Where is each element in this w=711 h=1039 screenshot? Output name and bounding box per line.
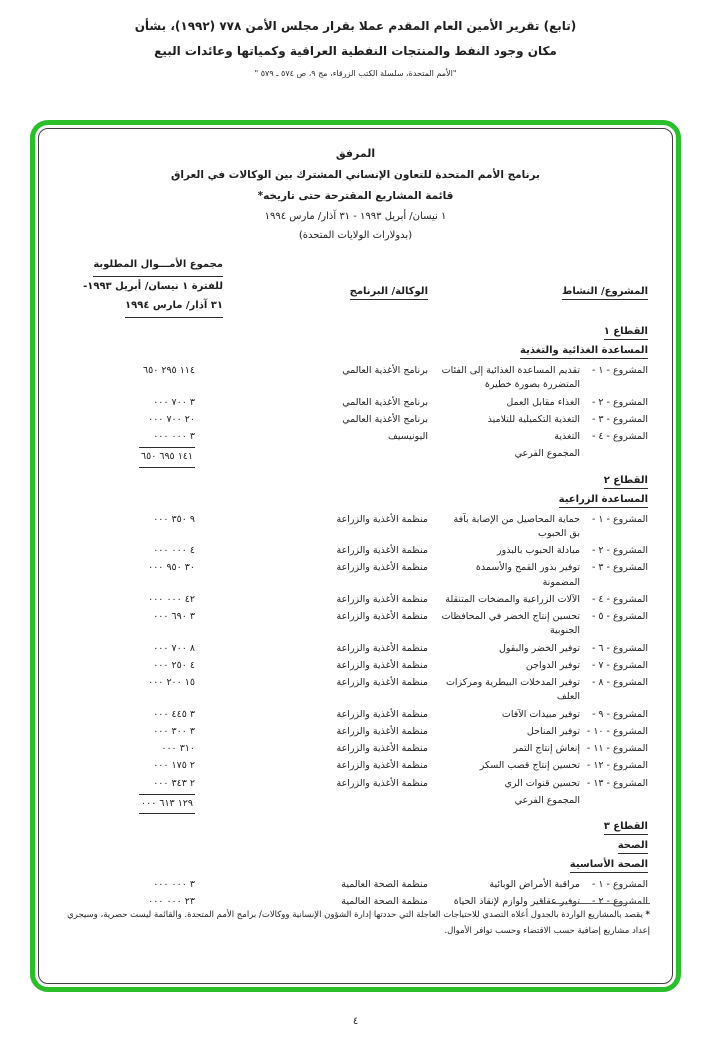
agency-cell: منظمة الأغذية والزراعة: [336, 513, 428, 525]
project-label: المشروع - ٢ -: [591, 545, 648, 556]
project-label: المشروع - ٣ -: [591, 413, 648, 425]
agency-cell: منظمة الأغذية والزراعة: [336, 777, 428, 789]
amount-value: ٣٠ ٩٥٠ ٠٠٠: [148, 562, 195, 574]
amount-cell: [63, 794, 223, 814]
amount-value: ٣ ٤٤٥ ٠٠٠: [153, 708, 195, 720]
amount-value: ١٥ ٢٠٠ ٠٠٠: [148, 677, 195, 688]
amount-value: ٩ ٣٥٠ ٠٠٠: [153, 513, 195, 525]
project-activity: مراقبة الأمراض الوبائية: [489, 879, 580, 890]
amount-value: ٣ ٧٠٠ ٠٠٠: [153, 396, 195, 408]
project-cell: [428, 659, 648, 673]
green-frame: [30, 120, 681, 992]
section-heading-row: [63, 475, 648, 489]
project-label: المشروع - ٨ -: [591, 677, 648, 688]
table-row: [63, 642, 648, 656]
project-label: المشروع - ٦ -: [591, 642, 648, 654]
project-label: المشروع - ٣ -: [591, 562, 648, 574]
amount-value: ٢٣ ٠٠٠ ٠٠٠: [148, 896, 195, 908]
project-label: المشروع - ١٠ -: [586, 725, 648, 737]
project-activity: تحسين قنوات الري: [504, 777, 580, 789]
project-activity: التغذية التكميلية للتلاميذ: [487, 413, 580, 425]
table-header-row: [63, 255, 648, 318]
project-activity: حماية المحاصيل من الإصابة بآفة بق الحبوب: [453, 513, 580, 539]
footnote-marker: *: [645, 910, 650, 921]
amount-cell: [63, 513, 223, 527]
amount-cell: [63, 759, 223, 773]
page-number: ٤: [352, 1016, 359, 1027]
table-row: [63, 413, 648, 427]
amount-value: ٣ ٠٠٠ ٠٠٠: [153, 431, 195, 442]
subtotal-label: المجموع الفرعي: [514, 794, 580, 806]
amount-value: ١١٤ ٢٩٥ ٦٥٠: [143, 365, 195, 376]
amount-value: ٣١٠ ٠٠٠: [161, 743, 195, 754]
amount-cell: [63, 544, 223, 558]
table-row: [63, 742, 648, 756]
amount-value: ٢ ٣٤٣ ٠٠٠: [153, 777, 195, 789]
amount-value: ٨ ٧٠٠ ٠٠٠: [153, 642, 195, 654]
amount-value: ٢٠ ٧٠٠ ٠٠٠: [148, 413, 195, 425]
project-label: المشروع - ١ -: [591, 365, 648, 376]
table-row: [63, 430, 648, 444]
project-activity: توفير المدخلات البيطرية ومركزات العلف: [445, 677, 580, 703]
project-cell: [428, 364, 648, 393]
project-cell: [428, 794, 648, 808]
column-header-project-cell: [428, 286, 648, 318]
section-heading: المساعدة الزراعية: [559, 494, 648, 508]
table-row: [63, 708, 648, 722]
column-header-agency: الوكالة/ البرنامج: [350, 286, 428, 300]
footnote-text: يقصد بالمشاريع الواردة بالجدول أعلاه التصدي للاحتياجات العاجلة التي حددتها إدارة الشؤون الإنسانية ووكالات/ برامج الأمم المتحدة. والقائمة ليست حصرية، وسيجري إعداد مشاريع إضافية حسب الاقتضاء وحسب توافر الأموال.: [67, 910, 650, 936]
project-activity: التغذية: [554, 431, 580, 442]
amount-cell: [63, 447, 223, 467]
agency-cell: منظمة الأغذية والزراعة: [336, 562, 428, 574]
report-title-line2: مكان وجود النفط والمنتجات النفطية العراقية وكمياتها وعائدات البيع: [154, 44, 557, 59]
amount-header-line1: مجموع الأمـــوال المطلوبة: [93, 255, 223, 277]
table-row: [63, 544, 648, 558]
section-heading-row: [63, 859, 648, 873]
project-activity: إنعاش إنتاج التمر: [513, 743, 580, 754]
table-row: [63, 593, 648, 607]
annex-list-title: قائمة المشاريع المقترحة حتى تاريخه*: [257, 190, 454, 202]
project-cell: [428, 878, 648, 892]
source-note: "الأمم المتحدة، سلسلة الكتب الزرقاء، مج ٩، ص ٥٧٤ ـ ٥٧٩ ": [254, 68, 457, 78]
section-heading: القطاع ٢: [604, 475, 648, 489]
project-cell: [428, 447, 648, 461]
project-label: المشروع - ٤ -: [591, 593, 648, 605]
section-heading-row: [63, 494, 648, 508]
project-cell: [428, 544, 648, 558]
agency-cell: منظمة الأغذية والزراعة: [336, 677, 428, 688]
amount-value: ٤ ٠٠٠ ٠٠٠: [153, 545, 195, 556]
project-cell: [428, 777, 648, 791]
agency-cell: منظمة الأغذية والزراعة: [336, 760, 428, 772]
agency-cell: منظمة الأغذية والزراعة: [336, 593, 428, 605]
table-row: [63, 561, 648, 590]
amount-cell: [63, 742, 223, 756]
amount-cell: [63, 642, 223, 656]
amount-cell: [63, 396, 223, 410]
project-cell: [428, 676, 648, 705]
section-heading-row: [63, 345, 648, 359]
project-cell: [428, 759, 648, 773]
annex-period: ١ نيسان/ أبريل ١٩٩٣ - ٣١ آذار/ مارس ١٩٩٤: [264, 211, 447, 222]
project-label: المشروع - ٢ -: [591, 396, 648, 408]
agency-cell: منظمة الأغذية والزراعة: [336, 659, 428, 671]
table-row: [63, 364, 648, 393]
amount-header-line3: ٣١ آذار/ مارس ١٩٩٤: [125, 296, 223, 318]
amount-value: ١٢٩ ٦١٣ ٠٠٠: [139, 794, 195, 814]
table-row: [63, 676, 648, 705]
section-heading-row: [63, 326, 648, 340]
table-sections: [63, 326, 648, 910]
table-row: [63, 777, 648, 791]
agency-cell: اليونيسيف: [388, 431, 428, 442]
annex-currency-note: (بدولارات الولايات المتحدة): [298, 230, 413, 241]
project-cell: [428, 593, 648, 607]
amount-value: ٤ ٢٥٠ ٠٠٠: [153, 659, 195, 671]
project-label: المشروع - ٧ -: [591, 659, 648, 671]
project-activity: توفير المناحل: [526, 725, 580, 737]
project-cell: [428, 742, 648, 756]
project-activity: توفير عقاقير ولوازم لإنقاذ الحياة: [453, 896, 580, 908]
project-cell: [428, 413, 648, 427]
agency-cell: منظمة الصحة العالمية: [341, 879, 428, 890]
section-heading: القطاع ٣: [604, 821, 648, 835]
table-row: [63, 659, 648, 673]
section-heading: الصحة الأساسية: [570, 859, 648, 873]
project-cell: [428, 561, 648, 590]
annex-box: [38, 128, 673, 984]
project-label: المشروع - ٤ -: [591, 431, 648, 442]
amount-cell: [63, 676, 223, 690]
agency-cell: برنامج الأغذية العالمي: [342, 413, 428, 425]
project-label: المشروع - ١١ -: [586, 743, 648, 754]
amount-cell: [63, 593, 223, 607]
amount-cell: [63, 659, 223, 673]
agency-cell: برنامج الأغذية العالمي: [342, 365, 428, 376]
agency-cell: منظمة الأغذية والزراعة: [336, 743, 428, 754]
table-section: [63, 326, 648, 468]
amount-value: ٢ ١٧٥ ٠٠٠: [153, 760, 195, 772]
amount-value: ٣ ٦٩٠ ٠٠٠: [153, 611, 195, 622]
project-cell: [428, 725, 648, 739]
subtotal-label: المجموع الفرعي: [514, 448, 580, 460]
project-label: المشروع - ٢ -: [591, 896, 648, 908]
project-label: المشروع - ١٣ -: [586, 777, 648, 789]
agency-cell: منظمة الصحة العالمية: [341, 896, 428, 908]
amount-header-line2: للفترة ١ نيسان/ أبريل ١٩٩٣-: [83, 281, 223, 292]
amount-cell: [63, 430, 223, 444]
report-title-line1: (تابع) تقرير الأمين العام المقدم عملا بقرار مجلس الأمن ٧٧٨ (١٩٩٢)، بشأن: [134, 19, 577, 33]
amount-value: ٤٢ ٠٠٠ ٠٠٠: [148, 593, 195, 605]
table-row: [63, 759, 648, 773]
table-row: [63, 396, 648, 410]
table-row: [63, 513, 648, 542]
agency-cell: برنامج الأغذية العالمي: [342, 396, 428, 408]
project-label: المشروع - ٥ -: [591, 611, 648, 622]
section-heading-row: [63, 840, 648, 854]
project-label: المشروع - ١ -: [591, 879, 648, 890]
amount-cell: [63, 610, 223, 624]
project-cell: [428, 430, 648, 444]
subtotal-row: [63, 794, 648, 814]
table-row: [63, 725, 648, 739]
section-heading: المساعدة الغذائية والتغذية: [520, 345, 648, 359]
project-activity: تقديم المساعدة الغذائية إلى الفئات المتضررة بصورة خطيرة: [441, 365, 580, 391]
amount-cell: [63, 725, 223, 739]
project-activity: تحسين إنتاج الخضر في المحافظات الجنوبية: [441, 611, 580, 637]
project-activity: توفير الخضر والبقول: [499, 642, 580, 654]
agency-cell: منظمة الأغذية والزراعة: [336, 725, 428, 737]
amount-cell: [63, 364, 223, 378]
project-activity: تحسين إنتاج قصب السكر: [479, 760, 580, 772]
agency-cell: منظمة الأغذية والزراعة: [336, 611, 428, 622]
amount-value: ١٤١ ٦٩٥ ٦٥٠: [139, 447, 195, 467]
amount-cell: [63, 708, 223, 722]
project-label: المشروع - ١٢ -: [586, 760, 648, 772]
table-row: [63, 610, 648, 639]
amount-cell: [63, 413, 223, 427]
project-cell: [428, 642, 648, 656]
project-cell: [428, 708, 648, 722]
project-cell: [428, 396, 648, 410]
amount-cell: [63, 878, 223, 892]
amount-cell: [63, 777, 223, 791]
footnote-body: [61, 908, 650, 939]
subtotal-row: [63, 447, 648, 467]
project-cell: [428, 513, 648, 542]
amount-value: ٣ ٣٠٠ ٠٠٠: [153, 725, 195, 737]
project-label: المشروع - ١ -: [591, 513, 648, 525]
project-activity: توفير بذور القمح والأسمدة المضمونة: [475, 562, 580, 588]
column-header-amount: [63, 255, 223, 318]
project-cell: [428, 610, 648, 639]
project-label: المشروع - ٩ -: [591, 708, 648, 720]
section-heading-row: [63, 821, 648, 835]
table-section: [63, 821, 648, 910]
section-heading: الصحة: [618, 840, 648, 854]
agency-cell: منظمة الأغذية والزراعة: [336, 642, 428, 654]
amount-value: ٣ ٠٠٠ ٠٠٠: [153, 879, 195, 890]
project-activity: توفير الدواجن: [525, 659, 580, 671]
project-activity: مبادلة الحبوب بالبذور: [497, 545, 580, 556]
annex-headings: [63, 147, 648, 241]
annex-title: المرفق: [335, 147, 376, 160]
amount-cell: [63, 561, 223, 575]
column-header-agency-cell: [223, 286, 428, 318]
footnote-separator: [540, 903, 650, 904]
column-header-project: المشروع/ النشاط: [562, 286, 648, 300]
section-heading: القطاع ١: [604, 326, 648, 340]
agency-cell: منظمة الأغذية والزراعة: [336, 708, 428, 720]
annex-program-title: برنامج الأمم المتحدة للتعاون الإنساني المشترك بين الوكالات في العراق: [170, 169, 541, 181]
document-header: [0, 0, 711, 78]
project-activity: الآلات الزراعية والمضخات المتنقلة: [445, 593, 580, 605]
project-activity: الغذاء مقابل العمل: [506, 396, 580, 408]
agency-cell: منظمة الأغذية والزراعة: [336, 545, 428, 556]
table-row: [63, 878, 648, 892]
project-activity: توفير مبيدات الآفات: [501, 708, 580, 720]
footnote: [61, 903, 650, 939]
table-section: [63, 475, 648, 815]
